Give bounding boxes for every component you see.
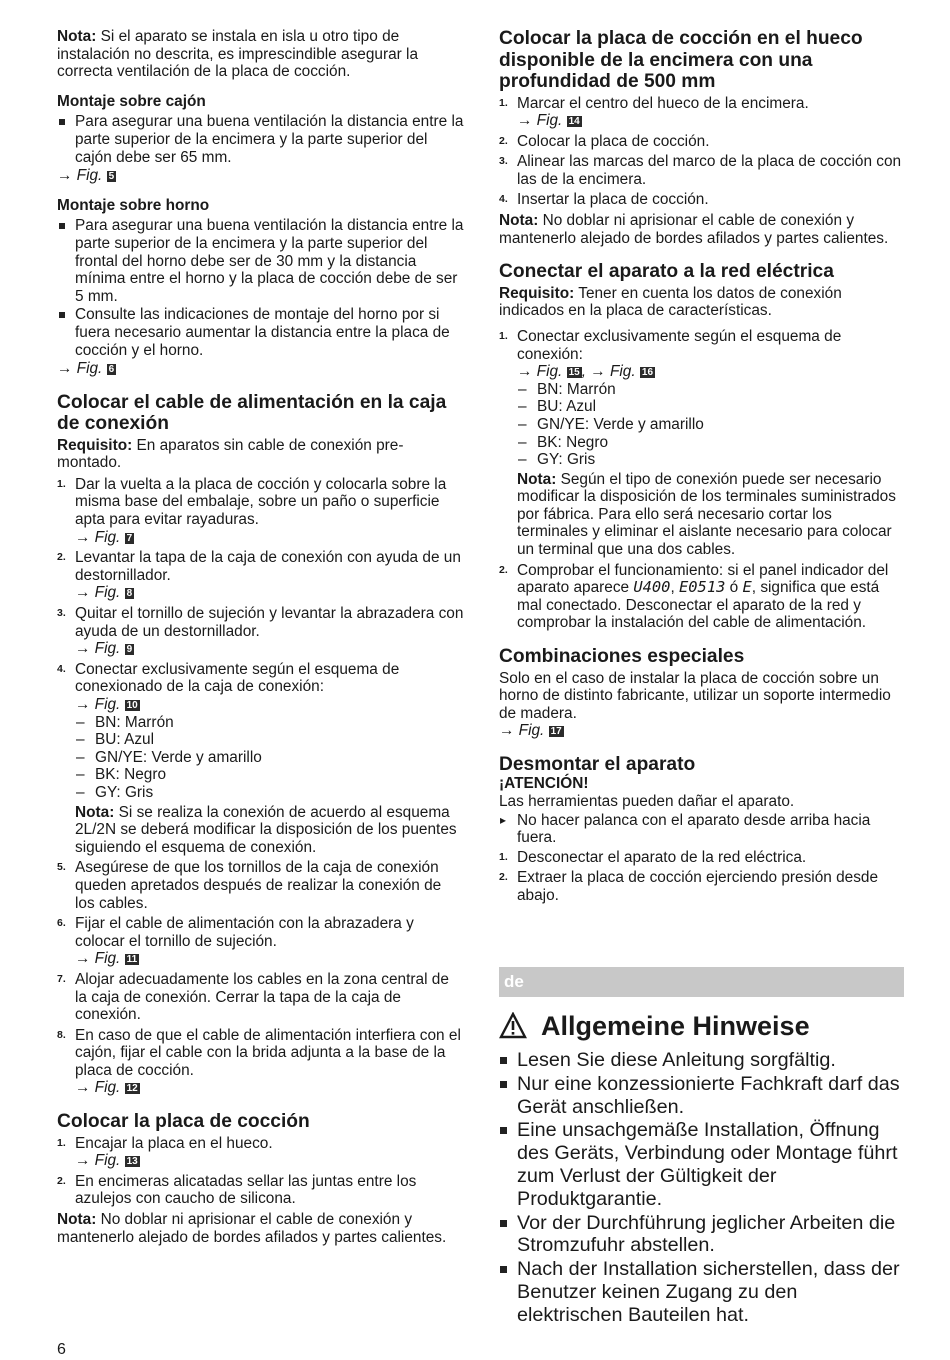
drawer-title: Montaje sobre cajón <box>57 92 206 110</box>
language-bar <box>499 967 904 997</box>
list-item: 4. Insertar la placa de cocción. <box>499 191 709 209</box>
list-item: 2. Levantar la tapa de la caja de conexión con ayuda de un destornillador. → Fig. 8 <box>57 549 461 602</box>
list-item: 1. Conectar exclusivamente según el esquema de conexión: → Fig. 15 , → Fig. 16 – BN: Marrón – BU: Azul – GN/YE: Verde y amarillo – BK: Negro – GY: Gris Nota: Según el tipo de conexión puede ser necesario modificar la disposición de los terminales suministrados por fábrica. Para ello será necesario cortar los terminales y eliminar el aislante necesario para colocar un terminal que una dos cables. <box>499 328 904 559</box>
warning-icon <box>499 1012 527 1040</box>
list-item: 1. Desconectar el aparato de la red eléctrica. <box>499 848 807 866</box>
list-item: Nur eine konzessionierte Fachkraft darf das Gerät anschließen. <box>499 1073 904 1119</box>
wire-list: – BN: Marrón – BU: Azul – GN/YE: Verde y amarillo – BK: Negro – GY: Gris <box>517 381 904 469</box>
list-item: 2. Extraer la placa de cocción ejerciendo presión desde abajo. <box>499 869 879 904</box>
list-item: 8. En caso de que el cable de alimentación interfiera con el cajón, fijar el cable con la brida adjunta a la base de la placa de cocción. → Fig. 12 <box>57 1026 461 1097</box>
drawer-list <box>57 113 465 166</box>
power-requirement: Requisito: Tener en cuenta los datos de conexión indicados en la placa de características. <box>499 284 842 320</box>
display-code: E <box>742 578 752 597</box>
cable-requirement: Requisito: En aparatos sin cable de conexión pre-montado. <box>57 436 404 472</box>
list-item: 2. Comprobar el funcionamiento: si el panel indicador del aparato aparece U400, E0513 ó E, significa que está mal conectado. Desconectar el aparato de la red y comprobar la instalación del cable de alimentación. <box>499 561 889 632</box>
list-item: Para asegurar una buena ventilación la distancia entre la parte superior de la encimera y la parte superior del cajón debe ser 65 mm. <box>57 113 465 166</box>
list-item: 2. Colocar la placa de cocción. <box>499 132 710 150</box>
oven-title: Montaje sobre horno <box>57 196 210 214</box>
attention-action: ▸ No hacer palanca con el aparato desde arriba hacia fuera. <box>499 812 904 847</box>
combo-text: Solo en el caso de instalar la placa de cocción sobre un horno de distinto fabricante, utilizar un soporte intermedio de madera. <box>499 669 891 722</box>
list-item: 4. Conectar exclusivamente según el esquema de conexionado de la caja de conexión: → Fig. 10 – BN: Marrón – BU: Azul – GN/YE: Verde y amarillo – BK: Negro – GY: Gris Nota: Si se realiza la conexión de acuerdo al esquema 2L/2N se deberá modificar la disposición de los puentes siguiendo el esquema de conexión. <box>57 661 465 857</box>
language-tag: de <box>504 972 524 991</box>
place-title: Colocar la placa de cocción <box>57 1111 310 1133</box>
power-steps <box>499 328 904 632</box>
hole-steps <box>499 95 904 210</box>
list-item: Para asegurar una buena ventilación la distancia entre la parte superior de la encimera y la parte superior del frontal del horno debe ser de 30 mm y la distancia mínima entre el horno y la placa de cocción debe de ser 5 mm. <box>57 217 465 305</box>
list-item: Eine unsachgemäße Installation, Öffnung des Geräts, Verbindung oder Montage führt zum Verlust der Gültigkeit der Produktgarantie. <box>499 1119 904 1210</box>
remove-steps <box>499 849 904 905</box>
figure-ref: → Fig. 5 <box>57 167 115 185</box>
right-column <box>499 28 904 908</box>
left-column <box>57 28 465 1250</box>
hole-note: Nota: No doblar ni aprisionar el cable de conexión y mantenerlo alejado de bordes afilados y partes calientes. <box>499 212 889 247</box>
figure-ref: → Fig. 17 <box>499 722 562 740</box>
german-title: Allgemeine Hinweise <box>499 1009 904 1043</box>
oven-list <box>57 217 465 359</box>
intro-note: Nota: Si el aparato se instala en isla u otro tipo de instalación no descrita, es imprescindible asegurar la correcta ventilación de la placa de cocción. <box>57 28 419 81</box>
list-item: Vor der Durchführung jeglicher Arbeiten die Stromzufuhr abstellen. <box>499 1212 904 1258</box>
list-item: 5. Asegúrese de que los tornillos de la caja de conexión queden apretados después de realizar la conexión de los cables. <box>57 859 442 912</box>
display-code: E0513 <box>679 578 726 597</box>
attention-label: ¡ATENCIÓN! <box>499 775 589 793</box>
list-item: 2. En encimeras alicatadas sellar las juntas entre los azulejos con caucho de silicona. <box>57 1172 417 1208</box>
list-item: 3. Alinear las marcas del marco de la placa de cocción con las de la encimera. <box>499 153 902 188</box>
figure-ref: → Fig. 6 <box>57 360 115 378</box>
page-number: 6 <box>57 1341 66 1358</box>
list-item: 1. Encajar la placa en el hueco. → Fig. 13 <box>57 1134 273 1170</box>
power-title: Conectar el aparato a la red eléctrica <box>499 261 834 283</box>
step-note: Nota: Si se realiza la conexión de acuerdo al esquema 2L/2N se deberá modificar la disposición de los puentes siguiendo el esquema de conexión. <box>75 803 457 856</box>
german-section <box>499 1009 904 1328</box>
cable-title: Colocar el cable de alimentación en la caja de conexión <box>57 391 447 435</box>
list-item: 6. Fijar el cable de alimentación con la abrazadera y colocar el tornillo de sujeción. → Fig. 11 <box>57 915 414 968</box>
list-item: 3. Quitar el tornillo de sujeción y levantar la abrazadera con ayuda de un destornillador. → Fig. 9 <box>57 605 464 658</box>
place-steps <box>57 1135 465 1208</box>
list-item: 1. Dar la vuelta a la placa de cocción y colocarla sobre la misma base del embalaje, sobre un paño o superficie apta para evitar rayaduras. → Fig. 7 <box>57 475 447 546</box>
cable-steps <box>57 476 465 1097</box>
list-item: 7. Alojar adecuadamente los cables en la zona central de la caja de conexión. Cerrar la tapa de la caja de conexión. <box>57 970 449 1024</box>
list-item: Nach der Installation sicherstellen, dass der Benutzer keinen Zugang zu den elektrischen Bauteilen hat. <box>499 1258 904 1326</box>
hole-title: Colocar la placa de cocción en el hueco disponible de la encimera con una profundidad de 500 mm <box>499 28 863 92</box>
list-item: 1. Marcar el centro del hueco de la encimera. → Fig. 14 <box>499 94 809 130</box>
german-list <box>499 1049 904 1327</box>
place-note: Nota: No doblar ni aprisionar el cable de conexión y mantenerlo alejado de bordes afilados y partes calientes. <box>57 1210 447 1246</box>
remove-title: Desmontar el aparato <box>499 753 696 775</box>
list-item: Lesen Sie diese Anleitung sorgfältig. <box>499 1049 904 1072</box>
display-code: U400 <box>633 578 671 597</box>
attention-text: Las herramientas pueden dañar el aparato. <box>499 793 795 810</box>
step-note: Nota: Según el tipo de conexión puede ser necesario modificar la disposición de los terminales suministrados por fábrica. Para ello será necesario cortar los terminales y eliminar el aislante necesario para colocar un terminal que una dos cables. <box>517 470 896 559</box>
wire-list: – BN: Marrón – BU: Azul – GN/YE: Verde y amarillo – BK: Negro – GY: Gris <box>75 714 465 802</box>
combo-title: Combinaciones especiales <box>499 646 745 668</box>
list-item: Consulte las indicaciones de montaje del horno por si fuera necesario aumentar la distancia entre la placa de cocción y el horno. <box>57 306 465 359</box>
